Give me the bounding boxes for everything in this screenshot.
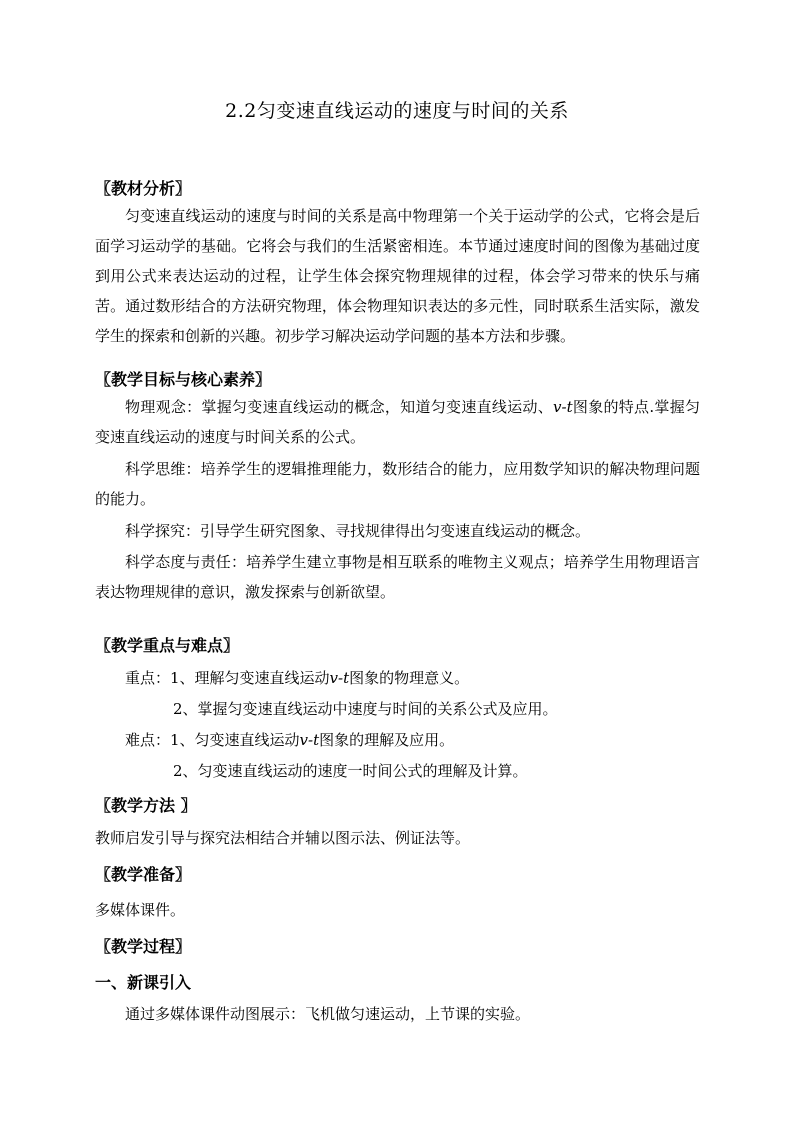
focus-item-1-pre: 重点：1、理解匀变速直线运动 <box>125 669 330 687</box>
section-heading-analysis: 〖教材分析〗 <box>95 179 192 198</box>
goal-scientific-thinking: 科学思维：培养学生的逻辑推理能力，数形结合的能力，应用数学知识的解决物理问题的能力。 <box>95 460 700 508</box>
page-title: 2.2匀变速直线运动的速度与时间的关系 <box>225 100 569 122</box>
methods-text: 教师启发引导与探究法相结合并辅以图示法、例证法等。 <box>95 829 471 847</box>
analysis-paragraph: 匀变速直线运动的速度与时间的关系是高中物理第一个关于运动学的公式，它将会是后面学习运动学的基础。它将会与我们的生活紧密相连。本节通过速度时间的图像为基础过度到用公式来表达运动的过程，让学生体会探究物理规律的过程，体会学习带来的快乐与痛苦。通过数形结合的方法研究物理，体会物理知识表达的多元性，同时联系生活实际，激发学生的探索和创新的兴趣。初步学习解决运动学问题的基本方法和步骤。 <box>95 207 700 345</box>
section-heading-methods: 〖教学方法 〗 <box>95 796 197 815</box>
section-heading-key-points: 〖教学重点与难点〗 <box>95 636 240 655</box>
difficulty-item-1-pre: 难点：1、匀变速直线运动 <box>125 731 300 749</box>
goal-physics-concept-post: 图象的特点.掌握匀变速直线运动的速度与时间关系的公式。 <box>95 398 700 446</box>
goal-physics-concept-pre: 物理观念：掌握匀变速直线运动的概念，知道匀变速直线运动、 <box>125 398 554 416</box>
difficulty-item-1-post: 图象的理解及应用。 <box>319 731 455 749</box>
focus-item-2: 2、掌握匀变速直线运动中速度与时间的关系公式及应用。 <box>173 700 558 718</box>
difficulty-item-1 <box>125 729 454 750</box>
goal-attitude: 科学态度与责任：培养学生建立事物是相互联系的唯物主义观点；培养学生用物理语言表达物理规律的意识，激发探索与创新欲望。 <box>95 553 700 601</box>
focus-item-1-post: 图象的物理意义。 <box>349 669 470 687</box>
preparation-text: 多媒体课件。 <box>95 901 186 919</box>
vt-symbol: v-t <box>329 669 350 687</box>
difficulty-item-2: 2、匀变速直线运动的速度一时间公式的理解及计算。 <box>173 762 528 780</box>
vt-symbol: v-t <box>299 731 320 749</box>
process-subheading: 一、新课引入 <box>95 973 192 992</box>
section-heading-process: 〖教学过程〗 <box>95 937 192 956</box>
process-text: 通过多媒体课件动图展示：飞机做匀速运动，上节课的实验。 <box>125 1005 531 1023</box>
goal-scientific-inquiry: 科学探究：引导学生研究图象、寻找规律得出匀变速直线运动的概念。 <box>125 522 591 540</box>
goal-physics-concept <box>95 392 700 452</box>
focus-item-1 <box>125 667 469 688</box>
section-heading-goals: 〖教学目标与核心素养〗 <box>95 370 272 389</box>
section-heading-preparation: 〖教学准备〗 <box>95 865 192 884</box>
vt-symbol: v-t <box>553 398 573 416</box>
